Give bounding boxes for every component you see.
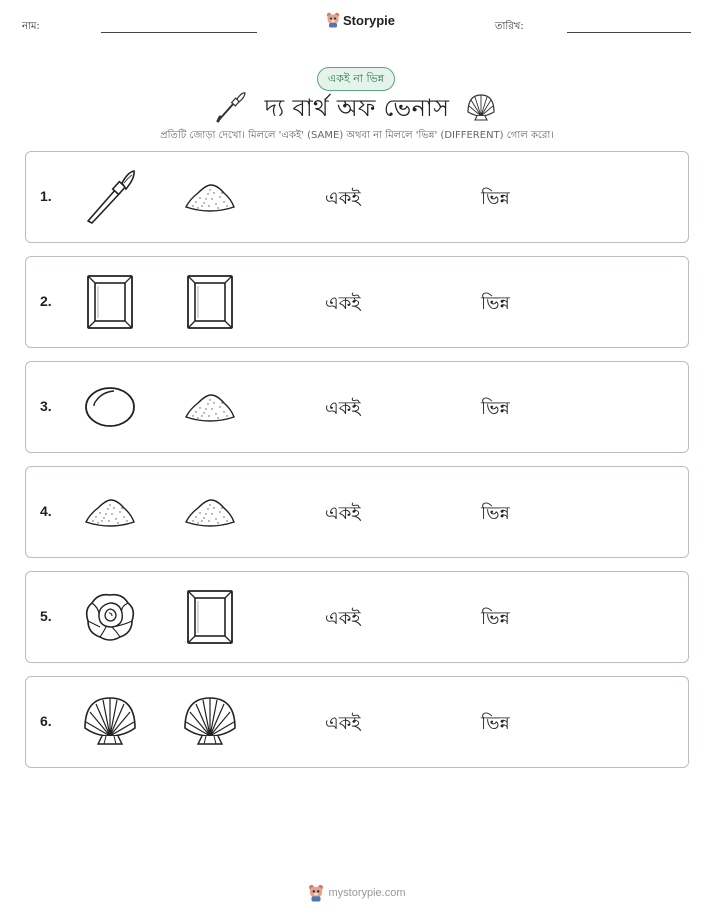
storypie-mascot-icon (326, 12, 340, 28)
same-option[interactable]: একই (325, 713, 361, 734)
name-label: নাম: (22, 21, 40, 32)
row-number: 1. (40, 188, 52, 204)
mirror-frame-icon (182, 274, 238, 330)
sand-pile-icon (182, 169, 238, 225)
name-field[interactable] (101, 32, 257, 33)
date-label: তারিখ: (495, 21, 524, 32)
row-number: 6. (40, 713, 52, 729)
pearl-icon (82, 379, 138, 435)
pair-row-6 (25, 676, 689, 768)
pair-row-2 (25, 256, 689, 348)
row-number: 3. (40, 398, 52, 414)
date-field[interactable] (567, 32, 691, 33)
different-option[interactable]: ভিন্ন (481, 293, 510, 314)
page-title: দ্য বার্থ অফ ভেনাস (264, 94, 450, 122)
activity-badge: একই না ভিন্ন (317, 67, 395, 91)
brand-name: Storypie (343, 12, 396, 28)
title-row (0, 88, 714, 128)
sand-pile-icon (182, 484, 238, 540)
scallop-shell-icon (465, 92, 497, 122)
same-option[interactable]: একই (325, 188, 361, 209)
same-option[interactable]: একই (325, 293, 361, 314)
same-option[interactable]: একই (325, 398, 361, 419)
scallop-shell-icon (182, 694, 238, 750)
row-number: 5. (40, 608, 52, 624)
footer-site: mystorypie.com (328, 887, 406, 899)
footer (0, 884, 714, 902)
sand-pile-icon (82, 484, 138, 540)
different-option[interactable]: ভিন্ন (481, 398, 510, 419)
pair-row-4 (25, 466, 689, 558)
mirror-frame-icon (182, 589, 238, 645)
rose-icon (82, 589, 138, 645)
paintbrush-icon (82, 169, 138, 225)
pair-row-5 (25, 571, 689, 663)
pair-row-3 (25, 361, 689, 453)
instructions: প্রতিটি জোড়া দেখো। মিললে 'একই' (SAME) অথবা না মিললে 'ভিন্ন' (DIFFERENT) গোল করো। (160, 130, 554, 141)
sand-pile-icon (182, 379, 238, 435)
row-number: 2. (40, 293, 52, 309)
same-option[interactable]: একই (325, 608, 361, 629)
storypie-mascot-icon (308, 884, 324, 902)
scallop-shell-icon (82, 694, 138, 750)
different-option[interactable]: ভিন্ন (481, 188, 510, 209)
mirror-frame-icon (82, 274, 138, 330)
row-number: 4. (40, 503, 52, 519)
same-option[interactable]: একই (325, 503, 361, 524)
different-option[interactable]: ভিন্ন (481, 503, 510, 524)
different-option[interactable]: ভিন্ন (481, 713, 510, 734)
different-option[interactable]: ভিন্ন (481, 608, 510, 629)
brand-logo (326, 12, 395, 28)
pair-row-1 (25, 151, 689, 243)
